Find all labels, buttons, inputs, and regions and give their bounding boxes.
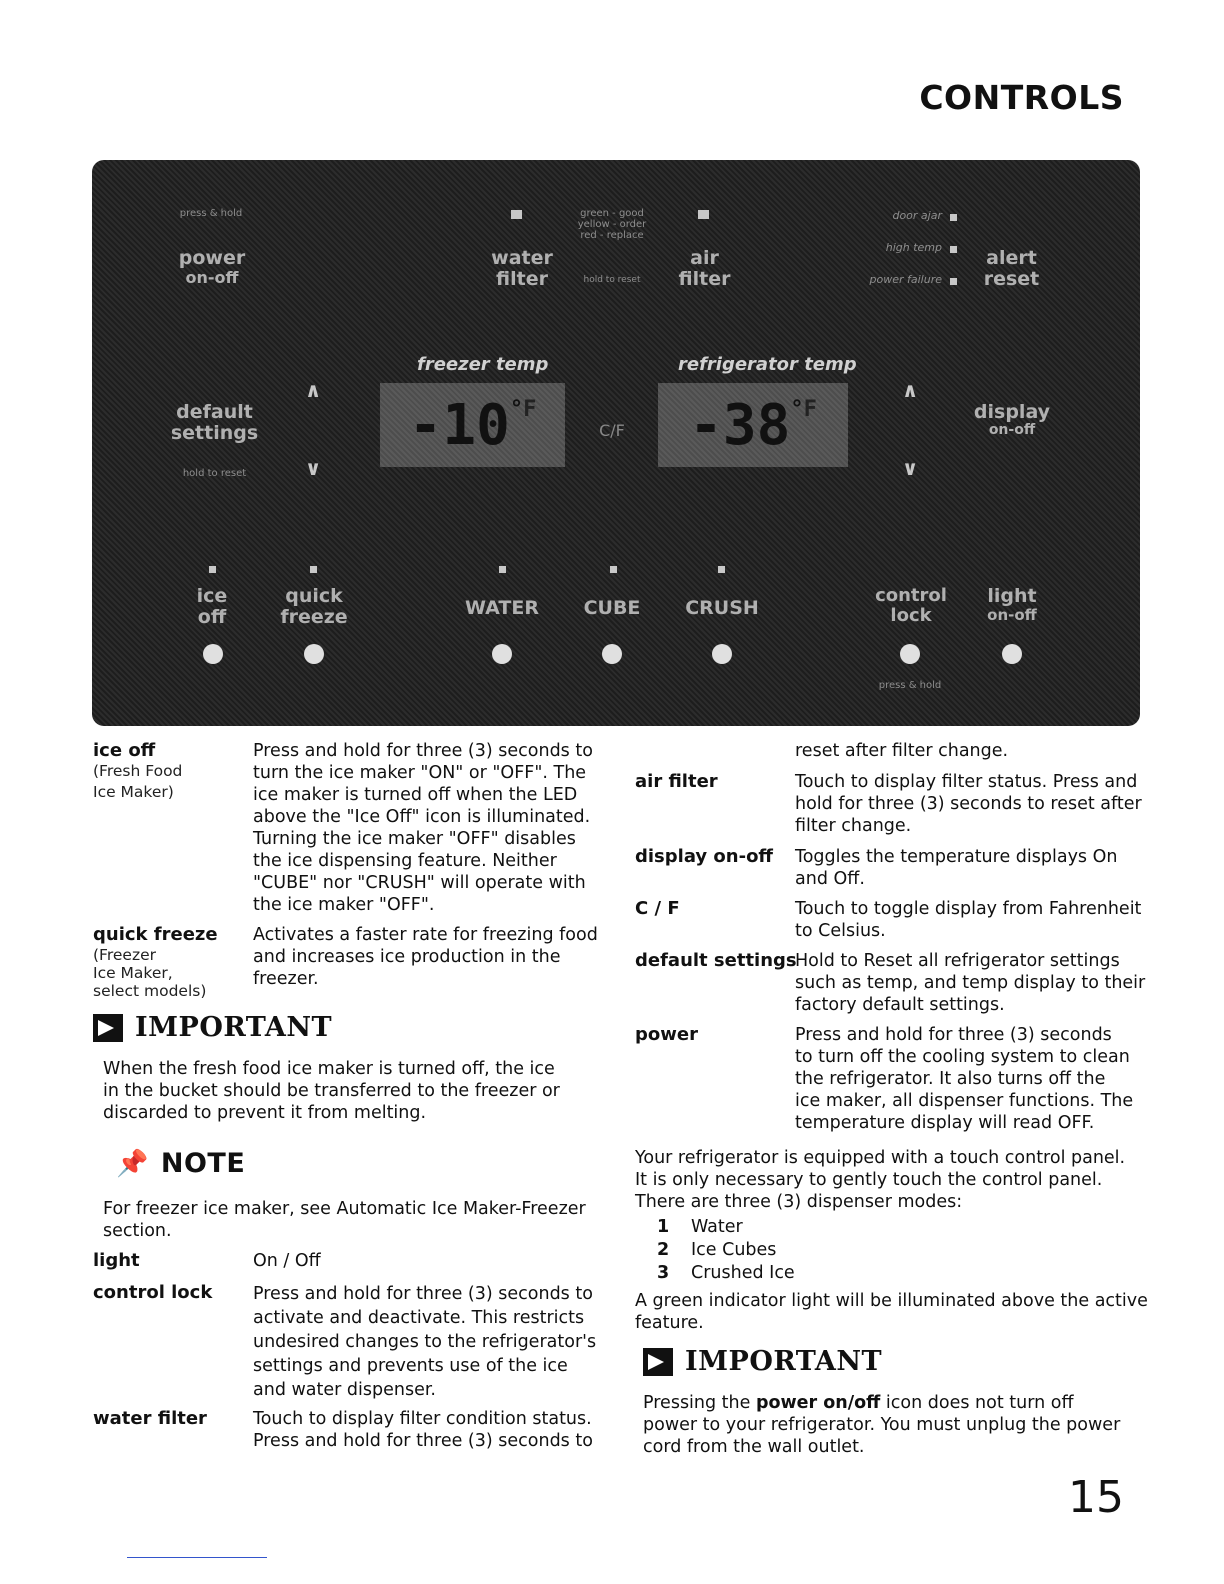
power-button[interactable] — [172, 248, 252, 286]
refrigerator-degree-symbol: ° — [790, 396, 804, 422]
light-description: On / Off — [253, 1251, 321, 1271]
power-desc-line: temperature display will read OFF. — [795, 1113, 1095, 1133]
important-banner-left — [93, 1012, 332, 1043]
ice-off-button[interactable] — [203, 644, 223, 664]
important-line: power to your refrigerator. You must unplug the power — [643, 1415, 1121, 1435]
ice-off-sub-2: Ice Maker) — [93, 783, 174, 801]
water-filter-continued: reset after filter change. — [795, 741, 1009, 761]
ice-off-desc-line: Turning the ice maker "OFF" disables — [253, 829, 576, 849]
freezer-down-arrow-icon[interactable]: ∨ — [305, 456, 322, 480]
page-number: 15 — [1068, 1472, 1124, 1523]
water-button[interactable] — [492, 644, 512, 664]
ice-off-desc-line: "CUBE" nor "CRUSH" will operate with — [253, 873, 586, 893]
freezer-degree-symbol: ° — [509, 396, 524, 422]
important-line: in the bucket should be transferred to the freezer or — [103, 1081, 560, 1101]
cube-led — [610, 566, 617, 573]
important-banner-right — [643, 1346, 882, 1377]
ice-off-description — [253, 740, 593, 916]
quick-freeze-sub-2: Ice Maker, — [93, 964, 173, 982]
cube-button[interactable] — [602, 644, 622, 664]
crush-label: CRUSH — [685, 597, 759, 619]
water-filter-desc-line: Press and hold for three (3) seconds to — [253, 1431, 593, 1451]
ice-off-label-1: ice — [196, 585, 228, 607]
display-description — [795, 846, 1117, 890]
power-hint: press & hold — [179, 208, 243, 219]
freezer-up-arrow-icon[interactable]: ∧ — [305, 378, 322, 402]
green-line: feature. — [635, 1313, 704, 1333]
quick-freeze-description — [253, 924, 598, 990]
quick-freeze-led — [310, 566, 317, 573]
cf-toggle-button[interactable]: C/F — [599, 421, 625, 440]
light-label-1: light — [987, 585, 1037, 607]
refrigerator-temp-label: refrigerator temp — [678, 354, 857, 375]
power-failure-led — [950, 278, 957, 285]
ice-off-label — [187, 586, 237, 628]
water-filter-desc-line: Touch to display filter condition status. — [253, 1409, 592, 1429]
water-filter-button[interactable] — [487, 248, 557, 290]
ice-off-desc-line: Press and hold for three (3) seconds to — [253, 741, 593, 761]
list-label: Water — [691, 1217, 743, 1237]
water-filter-sublabel: filter — [496, 267, 548, 290]
filter-status-replace: red - replace — [580, 230, 644, 241]
note-banner — [116, 1148, 245, 1179]
light-label-2: on-off — [987, 605, 1037, 624]
display-sublabel: on-off — [988, 421, 1036, 438]
note-line: section. — [103, 1221, 172, 1241]
important-arrow-icon — [643, 1348, 673, 1376]
filter-status-good: green - good — [580, 208, 644, 219]
light-button[interactable] — [1002, 644, 1022, 664]
control-lock-term: control lock — [93, 1282, 213, 1303]
freezer-temp-display — [380, 383, 565, 467]
ice-off-term: ice off — [93, 740, 156, 761]
air-filter-label: air — [690, 247, 719, 269]
green-line: A green indicator light will be illuminated above the active — [635, 1291, 1148, 1311]
important-text-left — [103, 1058, 560, 1124]
list-number: 1 — [657, 1217, 670, 1237]
display-button[interactable] — [972, 402, 1052, 438]
refrigerator-temp-display — [658, 383, 848, 467]
quick-freeze-desc-line: freezer. — [253, 969, 319, 989]
quick-freeze-desc-line: Activates a faster rate for freezing food — [253, 925, 598, 945]
alert-high-temp: high temp — [885, 241, 942, 254]
alert-reset-button[interactable] — [974, 248, 1049, 290]
crush-button[interactable] — [712, 644, 732, 664]
quick-freeze-button[interactable] — [304, 644, 324, 664]
air-filter-term: air filter — [635, 771, 718, 792]
refrigerator-up-arrow-icon[interactable]: ∧ — [902, 378, 919, 402]
quick-freeze-sub-3: select models) — [93, 982, 207, 1000]
air-filter-desc-line: Touch to display filter status. Press and — [795, 772, 1138, 792]
air-filter-description — [795, 771, 1142, 837]
display-desc-line: and Off. — [795, 869, 865, 889]
default-settings-sublabel: settings — [170, 421, 259, 444]
list-number: 2 — [657, 1240, 670, 1260]
refrigerator-temp-value: -38 — [689, 392, 791, 458]
default-desc-line: Hold to Reset all refrigerator settings — [795, 951, 1120, 971]
crush-led — [718, 566, 725, 573]
power-label: power — [178, 247, 246, 269]
alert-door-ajar: door ajar — [892, 209, 942, 222]
water-filter-term: water filter — [93, 1408, 207, 1429]
light-label — [972, 586, 1052, 623]
cf-desc-line: to Celsius. — [795, 921, 886, 941]
page-title: CONTROLS — [919, 78, 1124, 117]
important-arrow-icon — [93, 1014, 123, 1042]
control-lock-desc-line: Press and hold for three (3) seconds to — [253, 1284, 593, 1304]
list-label: Crushed Ice — [691, 1263, 795, 1283]
green-indicator-text — [635, 1290, 1148, 1334]
quick-freeze-desc-line: and increases ice production in the — [253, 947, 561, 967]
air-filter-button[interactable] — [672, 248, 737, 290]
default-settings-label: default — [176, 401, 253, 423]
filter-hold-hint: hold to reset — [583, 275, 641, 285]
control-panel — [92, 160, 1140, 726]
list-item — [635, 1262, 795, 1284]
ice-off-label-2: off — [197, 605, 227, 628]
filter-status-order: yellow - order — [577, 219, 647, 230]
alert-reset-sublabel: reset — [983, 267, 1040, 290]
control-lock-button[interactable] — [900, 644, 920, 664]
display-label: display — [973, 401, 1051, 423]
ice-off-desc-line: ice maker is turned off when the LED — [253, 785, 578, 805]
cube-label: CUBE — [583, 597, 641, 619]
quick-freeze-term: quick freeze — [93, 924, 218, 945]
display-term: display on-off — [635, 846, 774, 867]
important-text-right — [643, 1392, 1120, 1458]
control-lock-hint: press & hold — [878, 680, 942, 691]
air-filter-desc-line: hold for three (3) seconds to reset after — [795, 794, 1142, 814]
light-term: light — [93, 1250, 140, 1271]
note-text — [103, 1198, 586, 1242]
refrigerator-down-arrow-icon[interactable]: ∨ — [902, 456, 919, 480]
pushpin-icon: 📌 — [116, 1148, 149, 1179]
important-line: discarded to prevent it from melting. — [103, 1103, 427, 1123]
display-desc-line: Toggles the temperature displays On — [795, 847, 1118, 867]
control-lock-label-2: lock — [890, 604, 932, 626]
intro-line: There are three (3) dispenser modes: — [635, 1192, 963, 1212]
list-number: 3 — [657, 1263, 670, 1283]
control-lock-desc-line: undesired changes to the refrigerator's — [253, 1332, 597, 1352]
ice-off-desc-line: above the "Ice Off" icon is illuminated. — [253, 807, 591, 827]
important-line: When the fresh food ice maker is turned off, the ice — [103, 1059, 555, 1079]
ice-off-desc-line: the ice dispensing feature. Neither — [253, 851, 557, 871]
ice-off-desc-line: the ice maker "OFF". — [253, 895, 435, 915]
air-filter-sublabel: filter — [678, 267, 731, 290]
air-filter-led — [698, 210, 709, 219]
default-settings-button[interactable] — [167, 402, 262, 444]
freezer-temp-value: -10 — [408, 392, 510, 458]
ice-off-sub-1: (Fresh Food — [93, 762, 183, 780]
control-lock-label-1: control — [875, 585, 947, 606]
cf-term: C / F — [635, 898, 680, 919]
power-desc-line: Press and hold for three (3) seconds — [795, 1025, 1112, 1045]
quick-freeze-label-1: quick — [285, 585, 343, 607]
important-bold: power on/off — [755, 1393, 881, 1413]
default-settings-term: default settings — [635, 950, 797, 971]
important-post: icon does not turn off — [880, 1393, 1074, 1413]
important-title-right: IMPORTANT — [685, 1346, 883, 1377]
door-ajar-led — [950, 214, 957, 221]
power-desc-line: the refrigerator. It also turns off the — [795, 1069, 1106, 1089]
note-title: NOTE — [160, 1148, 246, 1179]
filter-status-legend — [562, 208, 662, 241]
cf-desc-line: Touch to toggle display from Fahrenheit — [795, 899, 1142, 919]
water-filter-label: water — [491, 247, 553, 269]
freezer-temp-unit: F — [523, 396, 537, 422]
water-led — [499, 566, 506, 573]
ice-off-desc-line: turn the ice maker "ON" or "OFF". The — [253, 763, 587, 783]
high-temp-led — [950, 246, 957, 253]
alert-power-failure: power failure — [869, 273, 942, 286]
water-filter-description — [253, 1408, 593, 1452]
quick-freeze-sub-1: (Freezer — [93, 946, 156, 964]
note-line: For freezer ice maker, see Automatic Ice Maker-Freezer — [103, 1199, 586, 1219]
important-line — [643, 1392, 1120, 1414]
important-title-left: IMPORTANT — [135, 1012, 333, 1043]
intro-line: It is only necessary to gently touch the control panel. — [635, 1170, 1103, 1190]
power-description — [795, 1024, 1133, 1134]
water-label: WATER — [465, 597, 539, 619]
control-lock-label — [867, 586, 955, 626]
power-term: power — [635, 1024, 698, 1045]
intro-paragraph — [635, 1147, 1125, 1213]
quick-freeze-label-2: freeze — [280, 605, 348, 628]
ice-off-led — [209, 566, 216, 573]
list-item — [635, 1239, 776, 1261]
alert-reset-label: alert — [986, 247, 1037, 269]
power-desc-line: to turn off the cooling system to clean — [795, 1047, 1130, 1067]
air-filter-desc-line: filter change. — [795, 816, 912, 836]
control-lock-desc-line: settings and prevents use of the ice — [253, 1356, 568, 1376]
default-hold-hint: hold to reset — [182, 468, 247, 479]
control-lock-desc-line: and water dispenser. — [253, 1380, 436, 1400]
water-filter-led — [511, 210, 522, 219]
intro-line: Your refrigerator is equipped with a touch control panel. — [635, 1148, 1126, 1168]
control-lock-desc-line: activate and deactivate. This restricts — [253, 1308, 585, 1328]
refrigerator-temp-unit: F — [803, 396, 817, 422]
control-lock-description — [253, 1282, 596, 1402]
list-item — [635, 1216, 743, 1238]
list-label: Ice Cubes — [691, 1240, 777, 1260]
default-desc-line: such as temp, and temp display to their — [795, 973, 1146, 993]
footer-rule — [127, 1557, 267, 1558]
default-settings-description — [795, 950, 1145, 1016]
power-desc-line: ice maker, all dispenser functions. The — [795, 1091, 1134, 1111]
freezer-temp-label: freezer temp — [417, 354, 549, 375]
important-line: cord from the wall outlet. — [643, 1437, 865, 1457]
power-sublabel: on-off — [185, 267, 239, 287]
important-pre: Pressing the — [643, 1393, 756, 1413]
cf-description — [795, 898, 1141, 942]
quick-freeze-label — [279, 586, 349, 628]
default-desc-line: factory default settings. — [795, 995, 1005, 1015]
